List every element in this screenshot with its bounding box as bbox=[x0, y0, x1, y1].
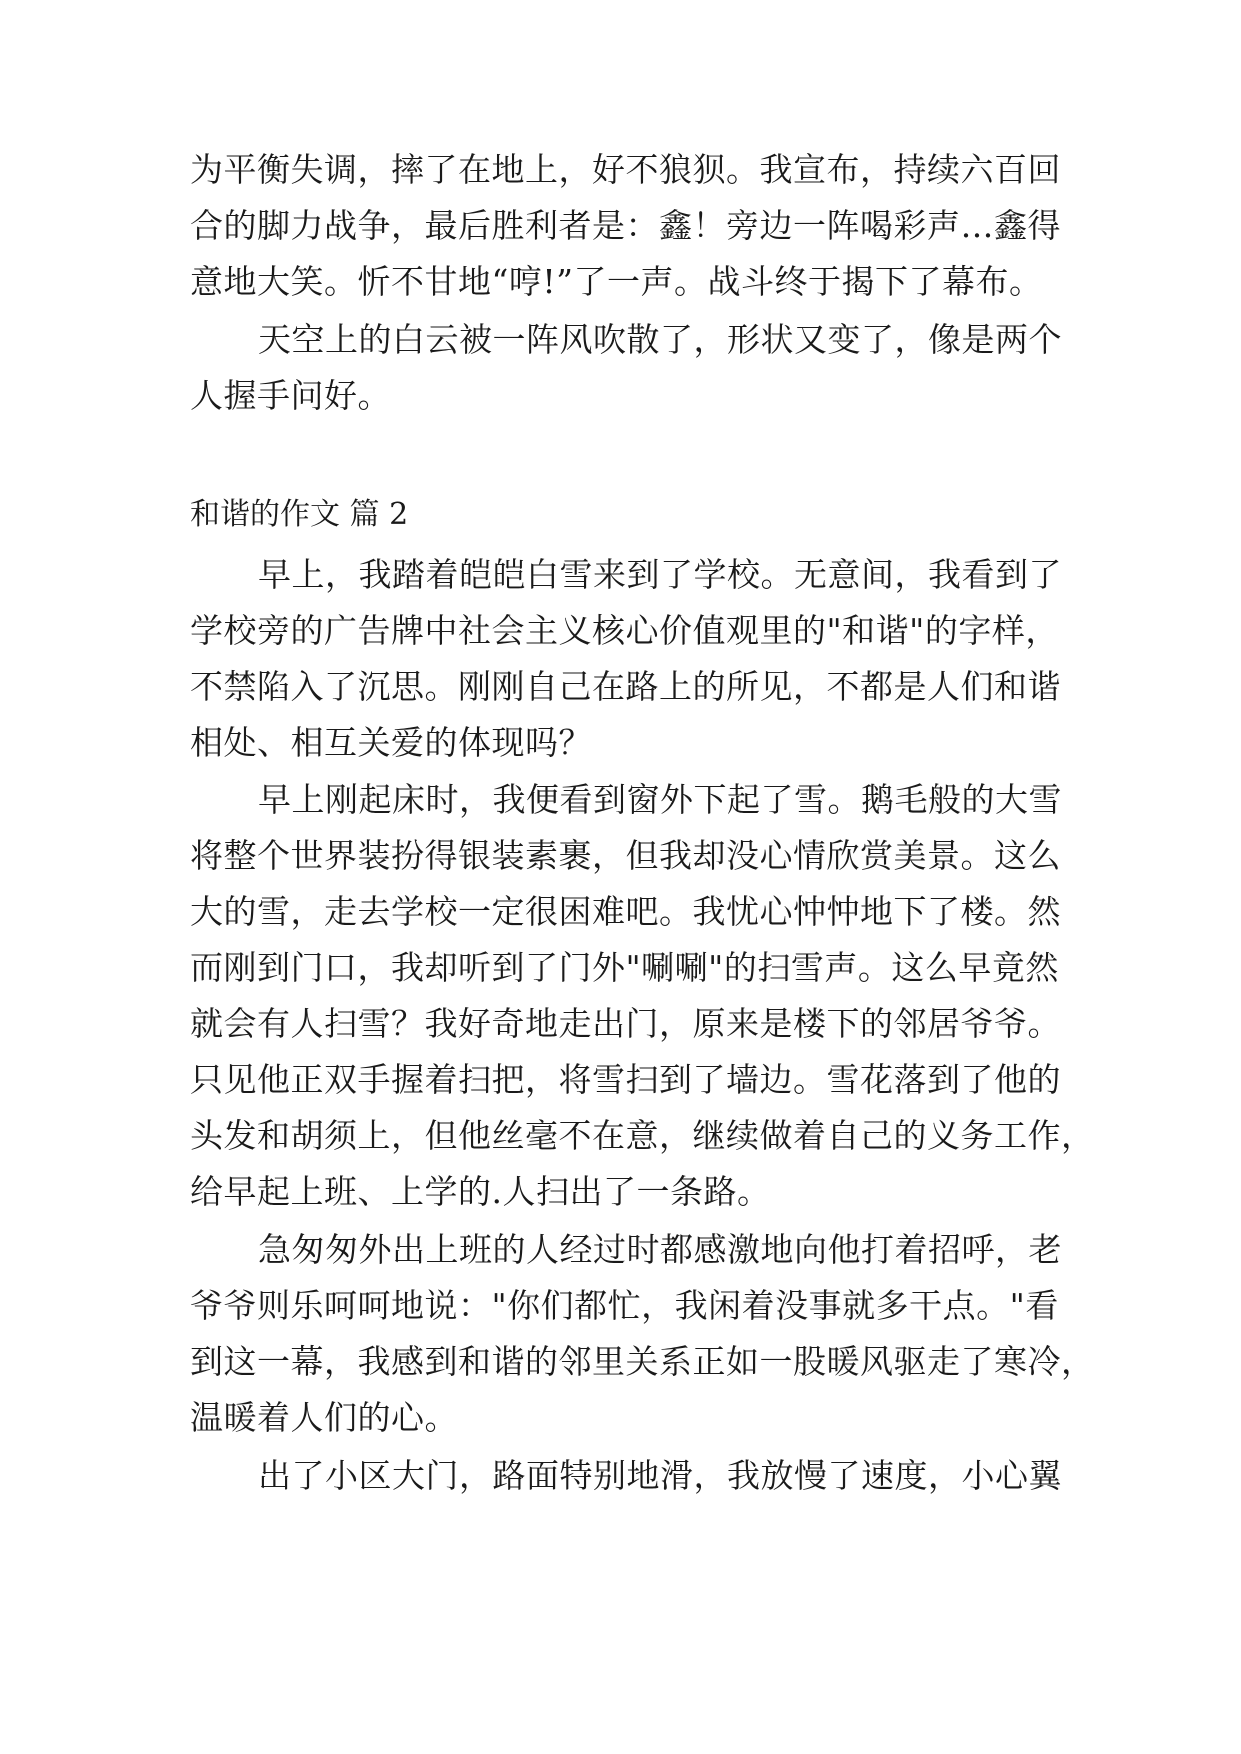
text-line: 不禁陷入了沉思。刚刚自己在路上的所见，不都是人们和谐 bbox=[190, 667, 1061, 706]
text-line: 出了小区大门，路面特别地滑，我放慢了速度，小心翼 bbox=[258, 1456, 1062, 1495]
text-line: 学校旁的广告牌中社会主义核心价值观里的"和谐"的字样， bbox=[190, 611, 1059, 650]
text-line: 意地大笑。忻不甘地“哼!”了一声。战斗终于揭下了幕布。 bbox=[190, 262, 1043, 301]
text-line: 将整个世界装扮得银装素裹，但我却没心情欣赏美景。这么 bbox=[190, 836, 1061, 875]
text-line: 到这一幕，我感到和谐的邻里关系正如一股暖风驱走了寒冷， bbox=[190, 1342, 1095, 1381]
text-line: 相处、相互关爱的体现吗？ bbox=[190, 723, 592, 762]
text-line: 合的脚力战争，最后胜利者是：鑫！旁边一阵喝彩声…鑫得 bbox=[190, 206, 1061, 245]
text-line: 早上，我踏着皑皑白雪来到了学校。无意间，我看到了 bbox=[258, 555, 1062, 594]
text-line: 给早起上班、上学的.人扫出了一条路。 bbox=[190, 1172, 771, 1211]
section-heading: 和谐的作文 篇 2 bbox=[190, 497, 409, 532]
text-line: 早上刚起床时，我便看到窗外下起了雪。鹅毛般的大雪 bbox=[258, 780, 1062, 819]
text-line: 而刚到门口，我却听到了门外"唰唰"的扫雪声。这么早竟然 bbox=[190, 948, 1059, 987]
text-line: 大的雪，走去学校一定很困难吧。我忧心忡忡地下了楼。然 bbox=[190, 892, 1061, 931]
text-line: 人握手问好。 bbox=[190, 376, 391, 415]
text-line: 爷爷则乐呵呵地说："你们都忙，我闲着没事就多干点。"看 bbox=[190, 1286, 1059, 1325]
text-line: 头发和胡须上，但他丝毫不在意，继续做着自己的义务工作， bbox=[190, 1116, 1095, 1155]
text-line: 温暖着人们的心。 bbox=[190, 1398, 458, 1437]
text-line: 只见他正双手握着扫把，将雪扫到了墙边。雪花落到了他的 bbox=[190, 1060, 1061, 1099]
text-line: 急匆匆外出上班的人经过时都感激地向他打着招呼，老 bbox=[258, 1230, 1062, 1269]
text-line: 就会有人扫雪？我好奇地走出门，原来是楼下的邻居爷爷。 bbox=[190, 1004, 1061, 1043]
text-line: 天空上的白云被一阵风吹散了，形状又变了，像是两个 bbox=[258, 320, 1062, 359]
text-line: 为平衡失调，摔了在地上，好不狼狈。我宣布，持续六百回 bbox=[190, 150, 1061, 189]
